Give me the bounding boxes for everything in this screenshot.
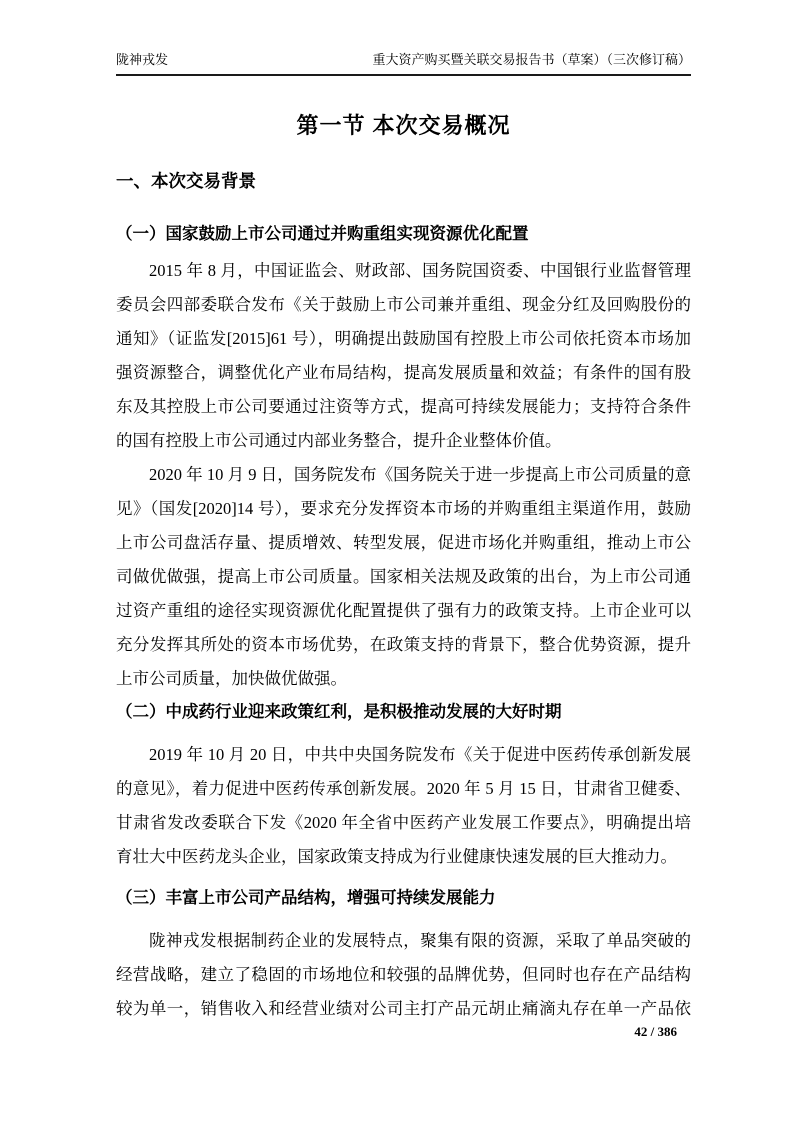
body-line: 上市公司质量，加快做优做强。 [116, 669, 347, 688]
paragraph-4 [116, 924, 691, 1026]
body-line: 陇神戎发根据制药企业的发展特点，聚集有限的资源，采取了单品突破的 [149, 931, 691, 950]
body-line: 见》（国发[2020]14 号），要求充分发挥资本市场的并购重组主渠道作用，鼓励 [116, 499, 691, 518]
page-content [116, 0, 691, 1026]
body-line: 2020 年 10 月 9 日，国务院发布《国务院关于进一步提高上市公司质量的意 [149, 465, 691, 484]
page-number: 42 / 386 [634, 1024, 677, 1039]
paragraph-1 [116, 254, 691, 458]
body-line: 2015 年 8 月，中国证监会、财政部、国务院国资委、中国银行业监督管理 [149, 261, 691, 280]
body-line: 过资产重组的途径实现资源优化配置提供了强有力的政策支持。上市企业可以 [116, 601, 691, 620]
body-line: 通知》（证监发[2015]61 号），明确提出鼓励国有控股上市公司依托资本市场加 [116, 329, 691, 348]
subsection-heading-3: （三）丰富上市公司产品结构，增强可持续发展能力 [116, 889, 496, 907]
body-line: 的国有控股上市公司通过内部业务整合，提升企业整体价值。 [116, 431, 562, 450]
subsection-heading-2: （二）中成药行业迎来政策红利，是积极推动发展的大好时期 [116, 703, 562, 721]
body-line: 司做优做强，提高上市公司质量。国家相关法规及政策的出台，为上市公司通 [116, 567, 691, 586]
chapter-title: 第一节 本次交易概况 [296, 113, 511, 138]
body-line: 的意见》，着力促进中医药传承创新发展。2020 年 5 月 15 日，甘肃省卫健委、 [116, 779, 691, 798]
body-line: 育壮大中医药龙头企业，国家政策支持成为行业健康快速发展的巨大推动力。 [116, 847, 677, 866]
body-line: 经营战略，建立了稳固的市场地位和较强的品牌优势，但同时也存在产品结构 [116, 965, 691, 984]
body-line: 强资源整合，调整优化产业布局结构，提高发展质量和效益；有条件的国有股 [116, 363, 691, 382]
header-report-title: 重大资产购买暨关联交易报告书（草案）（三次修订稿） [372, 52, 691, 67]
body-line: 东及其控股上市公司要通过注资等方式，提高可持续发展能力；支持符合条件 [116, 397, 691, 416]
body-line: 上市公司盘活存量、提质增效、转型发展，促进市场化并购重组，推动上市公 [116, 533, 691, 552]
header-company-name: 陇神戎发 [116, 52, 169, 67]
body-line: 充分发挥其所处的资本市场优势，在政策支持的背景下，整合优势资源，提升 [116, 635, 691, 654]
body-line: 较为单一，销售收入和经营业绩对公司主打产品元胡止痛滴丸存在单一产品依 [116, 999, 691, 1018]
section-heading-background: 一、本次交易背景 [116, 171, 256, 191]
body-line: 甘肃省发改委联合下发《2020 年全省中医药产业发展工作要点》，明确提出培 [116, 813, 691, 832]
body-line: 委员会四部委联合发布《关于鼓励上市公司兼并重组、现金分红及回购股份的 [116, 295, 691, 314]
paragraph-3 [116, 738, 691, 874]
subsection-heading-1: （一）国家鼓励上市公司通过并购重组实现资源优化配置 [116, 225, 529, 243]
paragraph-2 [116, 458, 691, 696]
body-line: 2019 年 10 月 20 日，中共中央国务院发布《关于促进中医药传承创新发展 [149, 745, 691, 764]
running-header [116, 52, 691, 76]
